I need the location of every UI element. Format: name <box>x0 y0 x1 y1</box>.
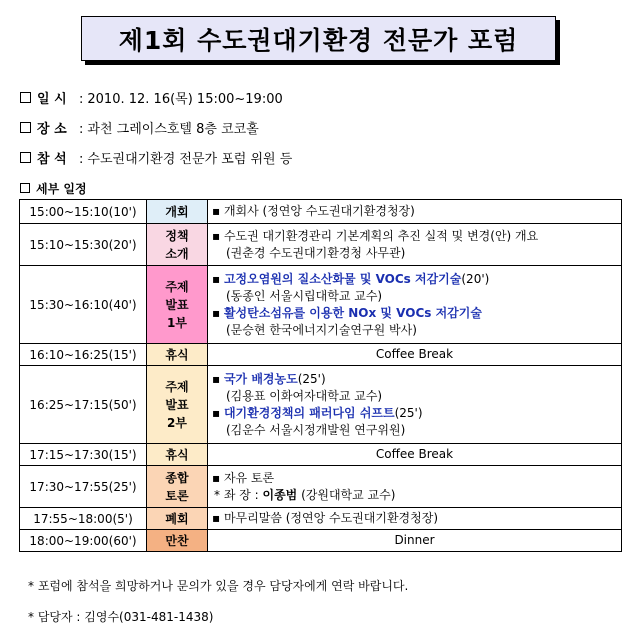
category-cell: 폐회 <box>147 508 208 530</box>
info-value: 과천 그레이스호텔 8층 코코홀 <box>87 122 259 137</box>
checkbox-square-icon <box>20 152 31 163</box>
page-title: 제1회 수도권대기환경 전문가 포럼 <box>118 25 519 55</box>
info-label: 참 석 <box>37 152 67 167</box>
time-cell: 16:25~17:15(50') <box>20 366 147 444</box>
content-cell: Coffee Break <box>208 344 622 366</box>
content-cell: ▪ 마무리말씀 (정연앙 수도권대기환경청장) <box>208 508 622 530</box>
time-cell: 17:30~17:55(25') <box>20 466 147 508</box>
table-row <box>20 266 622 344</box>
table-row <box>20 366 622 444</box>
time-cell: 16:10~16:25(15') <box>20 344 147 366</box>
title-box <box>81 16 556 61</box>
category-cell: 만찬 <box>147 530 208 552</box>
info-label: 장 소 <box>37 122 67 137</box>
schedule-heading: 세부 일정 <box>20 180 87 197</box>
schedule-table <box>19 199 622 552</box>
time-cell: 18:00~19:00(60') <box>20 530 147 552</box>
info-value: 2010. 12. 16(목) 15:00~19:00 <box>87 92 283 107</box>
checkbox-square-icon <box>20 183 30 193</box>
category-cell: 종합 토론 <box>147 466 208 508</box>
category-cell: 휴식 <box>147 344 208 366</box>
info-value: 수도권대기환경 전문가 포럼 위원 등 <box>87 152 293 167</box>
content-cell: ▪ 수도권 대기환경관리 기본계획의 추진 실적 및 변경(안) 개요 (권춘경 수도권대기환경청 사무관) <box>208 224 622 266</box>
content-cell: Dinner <box>208 530 622 552</box>
table-row <box>20 444 622 466</box>
checkbox-square-icon <box>20 122 31 133</box>
category-cell: 정책 소개 <box>147 224 208 266</box>
contact-person: * 담당자 : 김영수(031-481-1438) <box>28 610 214 624</box>
content-cell: ▪ 국가 배경농도(25') (김용표 이화여자대학교 교수) ▪ 대기환경정책의 패러다임 쉬프트(25') (김운수 서울시정개발원 연구위원) <box>208 366 622 444</box>
table-row <box>20 466 622 508</box>
table-row <box>20 224 622 266</box>
category-cell: 주제 발표 1부 <box>147 266 208 344</box>
checkbox-square-icon <box>20 92 31 103</box>
time-cell: 15:30~16:10(40') <box>20 266 147 344</box>
content-cell: ▪ 고정오염원의 질소산화물 및 VOCs 저감기술(20') (동종인 서울시립대학교 교수) ▪ 활성탄소섬유를 이용한 NOx 및 VOCs 저감기술 (문승현 한국에너지기술연구원 박사) <box>208 266 622 344</box>
info-place: 장 소 : 과천 그레이스호텔 8층 코코홀 <box>20 118 259 137</box>
content-cell: ▪ 자유 토론 * 좌 장 : 이종범 (강원대학교 교수) <box>208 466 622 508</box>
time-cell: 15:00~15:10(10') <box>20 200 147 224</box>
contact-note: * 포럼에 참석을 희망하거나 문의가 있을 경우 담당자에게 연락 바랍니다. <box>28 579 409 593</box>
info-attendees: 참 석 : 수도권대기환경 전문가 포럼 위원 등 <box>20 148 292 167</box>
time-cell: 17:55~18:00(5') <box>20 508 147 530</box>
info-label: 일 시 <box>37 92 67 107</box>
category-cell: 휴식 <box>147 444 208 466</box>
category-cell: 개회 <box>147 200 208 224</box>
table-row <box>20 508 622 530</box>
time-cell: 15:10~15:30(20') <box>20 224 147 266</box>
content-cell: ▪ 개회사 (정연앙 수도권대기환경청장) <box>208 200 622 224</box>
category-cell: 주제 발표 2부 <box>147 366 208 444</box>
content-cell: Coffee Break <box>208 444 622 466</box>
time-cell: 17:15~17:30(15') <box>20 444 147 466</box>
table-row <box>20 344 622 366</box>
table-row <box>20 200 622 224</box>
table-row <box>20 530 622 552</box>
info-datetime: 일 시 : 2010. 12. 16(목) 15:00~19:00 <box>20 88 283 107</box>
